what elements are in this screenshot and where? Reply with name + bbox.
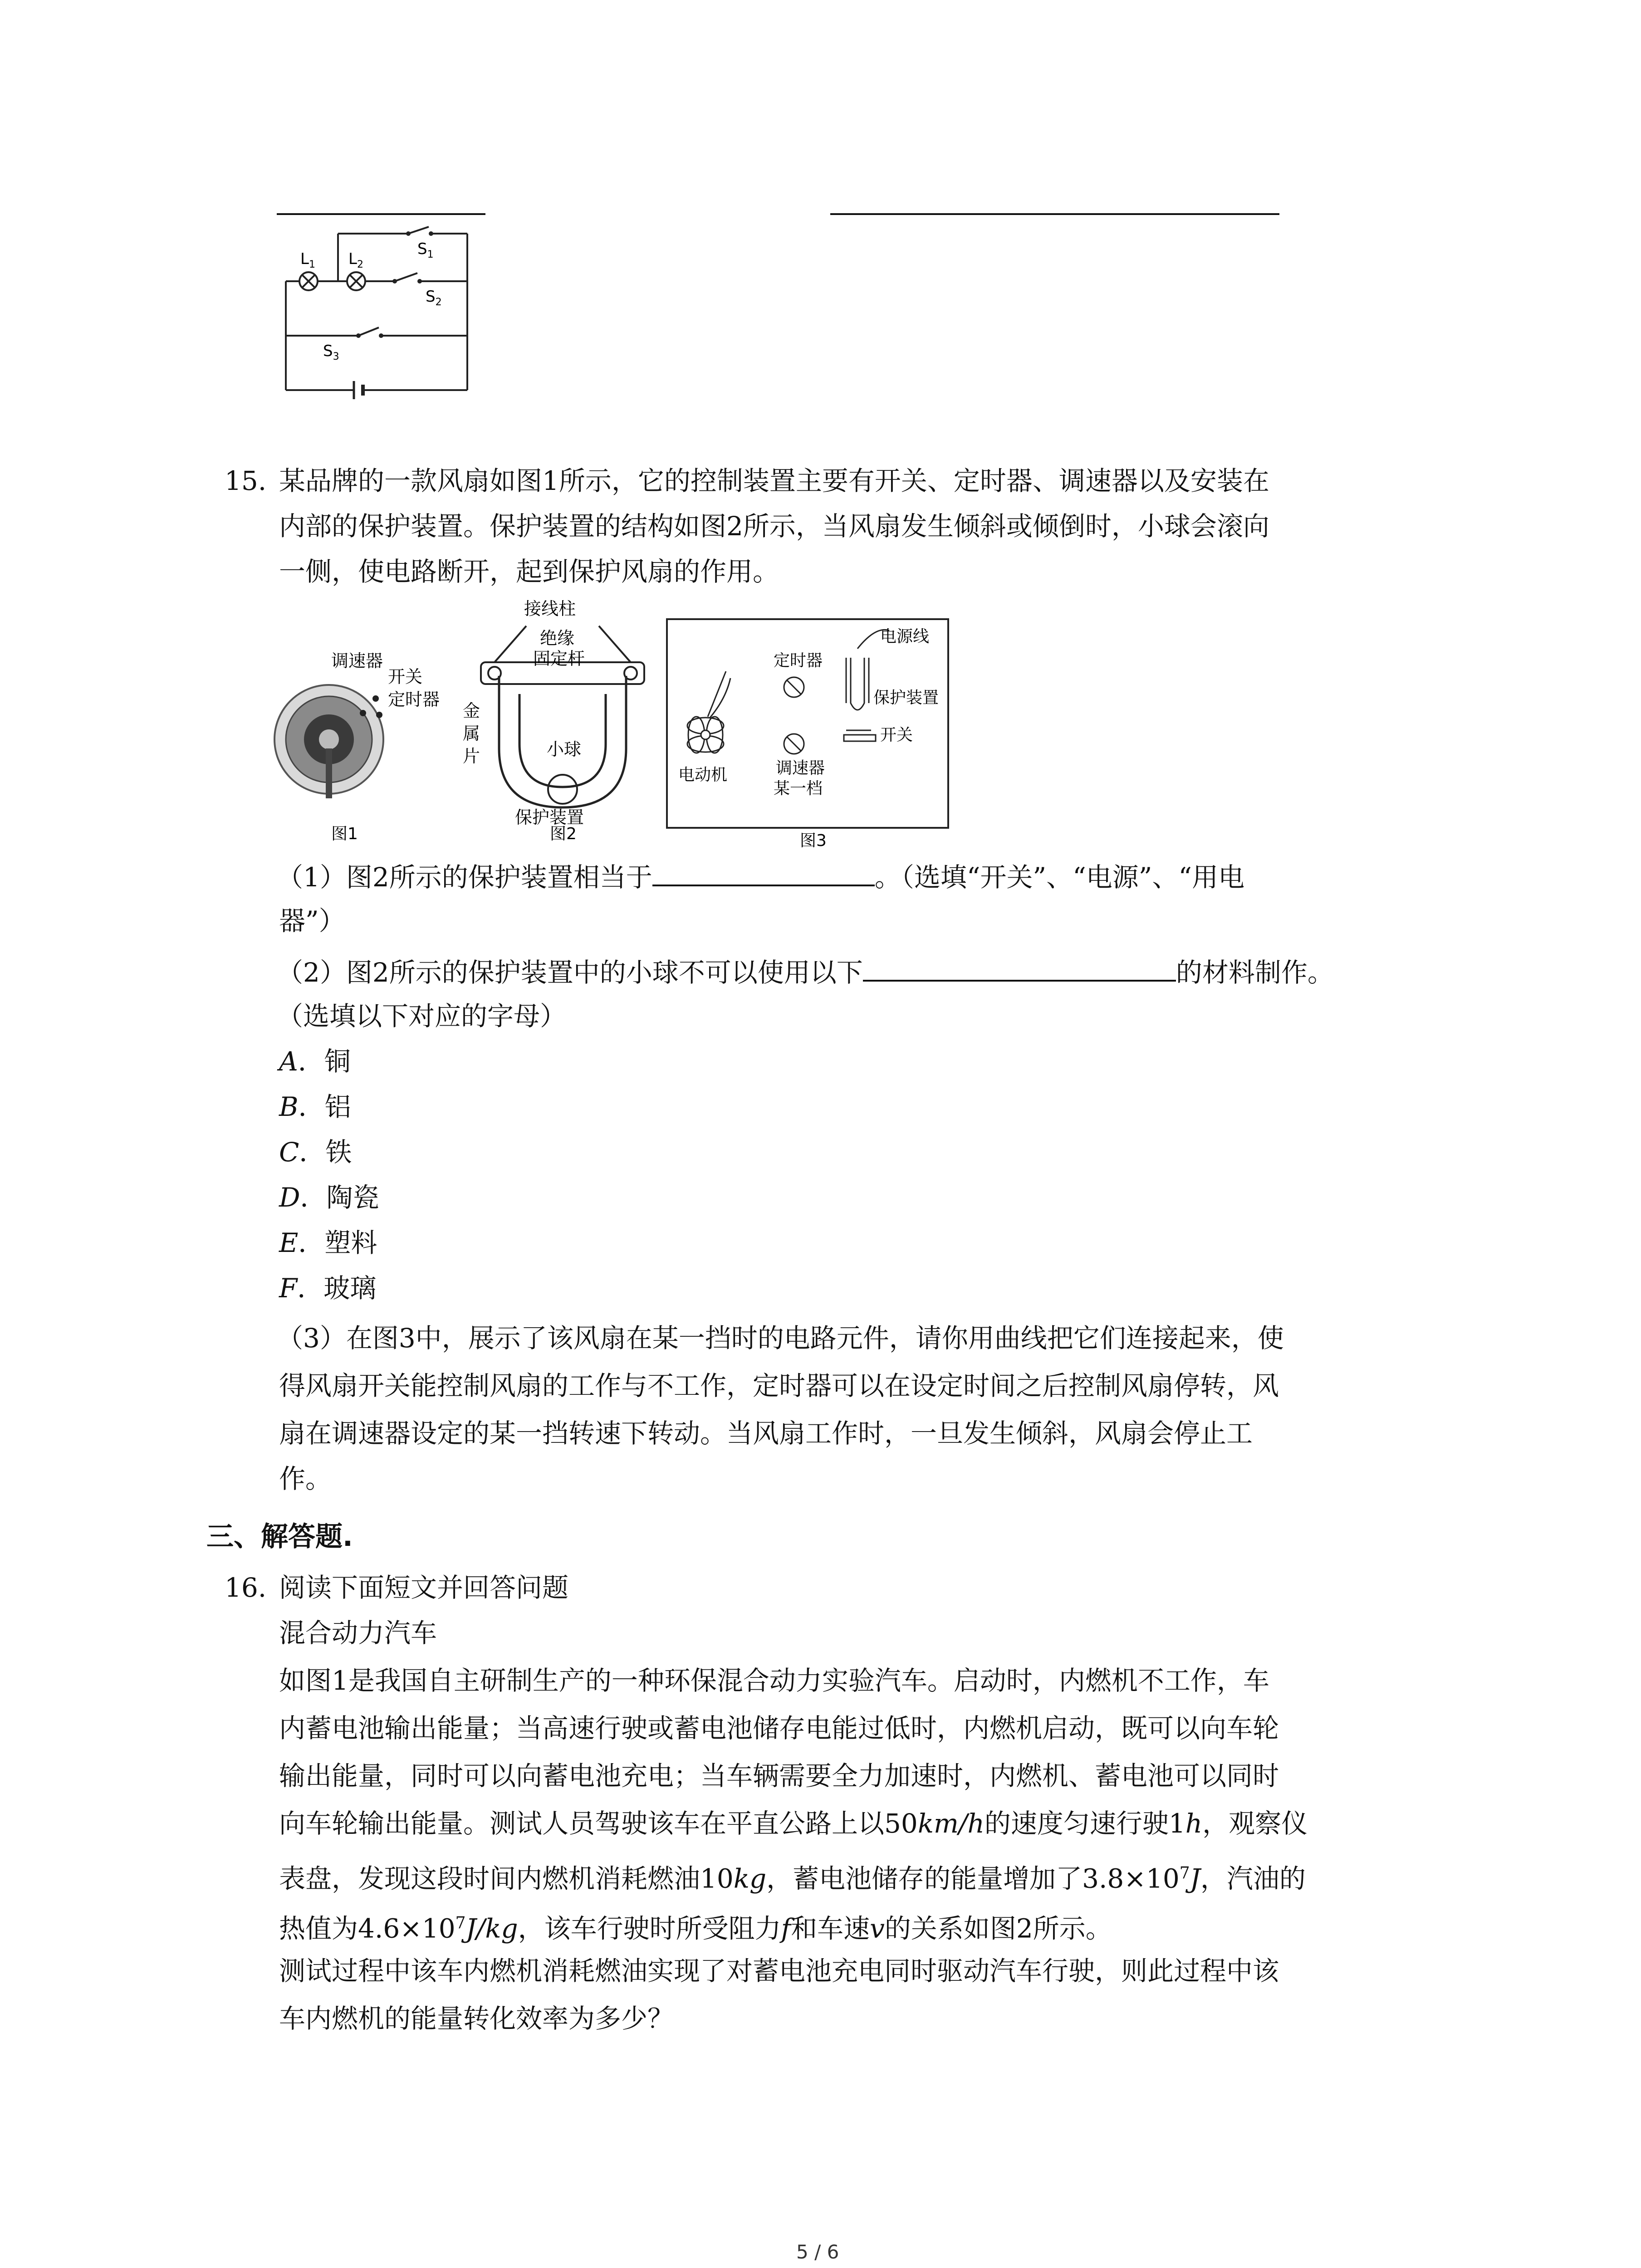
fig1-label-speed: 调速器 (331, 651, 383, 671)
fig1-label-timer: 定时器 (388, 689, 440, 709)
fig3-label-timer: 定时器 (774, 651, 823, 670)
q15-sub2-text-b: 的材料制作。 (1176, 957, 1334, 988)
q15-sub1-answer-blank[interactable] (652, 853, 875, 886)
fig3-label-motor: 电动机 (678, 766, 728, 784)
s1-label: $S_1$ (417, 240, 434, 260)
q15-sub3-line-4: 作。 (279, 1463, 332, 1494)
circuit-diagram (272, 222, 481, 399)
q15-option-d: D．陶瓷 (279, 1182, 379, 1213)
q16-p1-line-4: 向车轮输出能量。测试人员驾驶该车在平直公路上以50km/h的速度匀速行驶1h，观察仪 (279, 1808, 1308, 1839)
fig2-label-metal-3: 片 (463, 746, 480, 766)
fig2-label-rod-1: 绝缘 (540, 628, 575, 648)
q15-sub3-line-1: （3）在图3中，展示了该风扇在某一挡时的电路元件，请你用曲线把它们连接起来，使 (277, 1323, 1284, 1354)
q16-intro: 阅读下面短文并回答问题 (279, 1572, 569, 1603)
q16-p1-line-3: 输出能量，同时可以向蓄电池充电；当车辆需要全力加速时，内燃机、蓄电池可以同时 (279, 1760, 1279, 1791)
fig2-label-device: 保护装置 (515, 807, 584, 827)
q16-p1-line-1: 如图1是我国自主研制生产的一种环保混合动力实验汽车。启动时，内燃机不工作，车 (279, 1665, 1269, 1696)
fig3-label-speed-1: 调速器 (776, 759, 825, 777)
answer-line-2 (830, 213, 1279, 215)
q15-option-c: C．铁 (279, 1137, 352, 1168)
q15-sub2-answer-blank[interactable] (863, 948, 1176, 982)
s3-label: $S_3$ (323, 342, 339, 362)
fig2-label-rod-2: 固定杆 (533, 649, 585, 669)
fig3-label-switch: 开关 (880, 726, 913, 744)
fig3-label-speed-2: 某一档 (774, 779, 823, 798)
q15-sub1-line-2: 器”） (279, 905, 345, 936)
q15-sub2-line-1 (277, 948, 1334, 995)
q15-sub1-line-1 (277, 853, 1244, 900)
q16-question-line-1: 测试过程中该车内燃机消耗燃油实现了对蓄电池充电同时驱动汽车行驶，则此过程中该 (279, 1955, 1279, 1986)
q16-question-line-2: 车内燃机的能量转化效率为多少？ (279, 2003, 674, 2034)
q15-sub2-line-2: （选填以下对应的字母） (277, 1001, 567, 1031)
q15-option-e: E．塑料 (279, 1227, 377, 1258)
fig2-label-metal-2: 属 (463, 723, 480, 743)
fig2-label-ball: 小球 (547, 739, 582, 759)
q15-line-3: 一侧，使电路断开，起到保护风扇的作用。 (279, 556, 779, 587)
section-title: 三、解答题. (206, 1521, 353, 1553)
q15-option-b: B．铝 (279, 1091, 351, 1122)
fig2-label-metal-1: 金 (463, 701, 480, 721)
question-number-16: 16. (225, 1572, 267, 1603)
q16-p1-line-2: 内蓄电池输出能量；当高速行驶或蓄电池储存电能过低时，内燃机启动，既可以向车轮 (279, 1713, 1279, 1744)
q16-p1-line-6: 热值为$4.6\times 10^7J/kg$，该车行驶时所受阻力f和车速v的关系如图2所示。 (279, 1913, 1112, 1944)
fig2-label-terminal: 接线柱 (524, 599, 576, 619)
fig3-label-power: 电源线 (880, 627, 930, 646)
fig3-switch (844, 730, 876, 741)
q15-sub2-text-a: （2）图2所示的保护装置中的小球不可以使用以下 (277, 957, 863, 988)
q15-line-2: 内部的保护装置。保护装置的结构如图2所示，当风扇发生倾斜或倾倒时，小球会滚向 (279, 511, 1269, 542)
fig1-label-switch: 开关 (388, 667, 423, 687)
page-number: 5 / 6 (796, 2241, 839, 2263)
question-number-15: 15. (225, 465, 267, 496)
l1-label: $L_1$ (300, 250, 315, 270)
q15-option-a: A．铜 (279, 1046, 351, 1077)
q15-sub1-text-b: 。（选填“开关”、“电源”、“用电 (874, 862, 1245, 893)
q15-figures (272, 599, 962, 853)
answer-line-1 (277, 213, 485, 215)
fig3-motor (687, 671, 730, 753)
fig3-timer (784, 677, 804, 697)
q15-sub3-line-2: 得风扇开关能控制风扇的工作与不工作，定时器可以在设定时间之后控制风扇停转，风 (279, 1370, 1279, 1401)
fig3-label-protect: 保护装置 (873, 689, 939, 707)
fig3-caption: 图3 (800, 831, 827, 850)
s2-label: $S_2$ (426, 288, 442, 308)
l2-label: $L_2$ (348, 250, 363, 270)
fig1-fan (274, 685, 383, 798)
q15-option-f: F．玻璃 (279, 1273, 377, 1304)
q15-line-1: 某品牌的一款风扇如图1所示，它的控制装置主要有开关、定时器、调速器以及安装在 (279, 465, 1269, 496)
fig1-caption: 图1 (331, 825, 358, 843)
q16-p1-line-5: 表盘，发现这段时间内燃机消耗燃油10kg，蓄电池储存的能量增加了$3.8\times 10^7J$，汽油的 (279, 1863, 1306, 1894)
fig3-speed (784, 734, 804, 754)
q15-sub1-text-a: （1）图2所示的保护装置相当于 (277, 862, 652, 893)
q15-sub3-line-3: 扇在调速器设定的某一挡转速下转动。当风扇工作时，一旦发生倾斜，风扇会停止工 (279, 1418, 1253, 1449)
fig2-caption: 图2 (550, 825, 577, 843)
q16-subtitle: 混合动力汽车 (279, 1618, 437, 1648)
